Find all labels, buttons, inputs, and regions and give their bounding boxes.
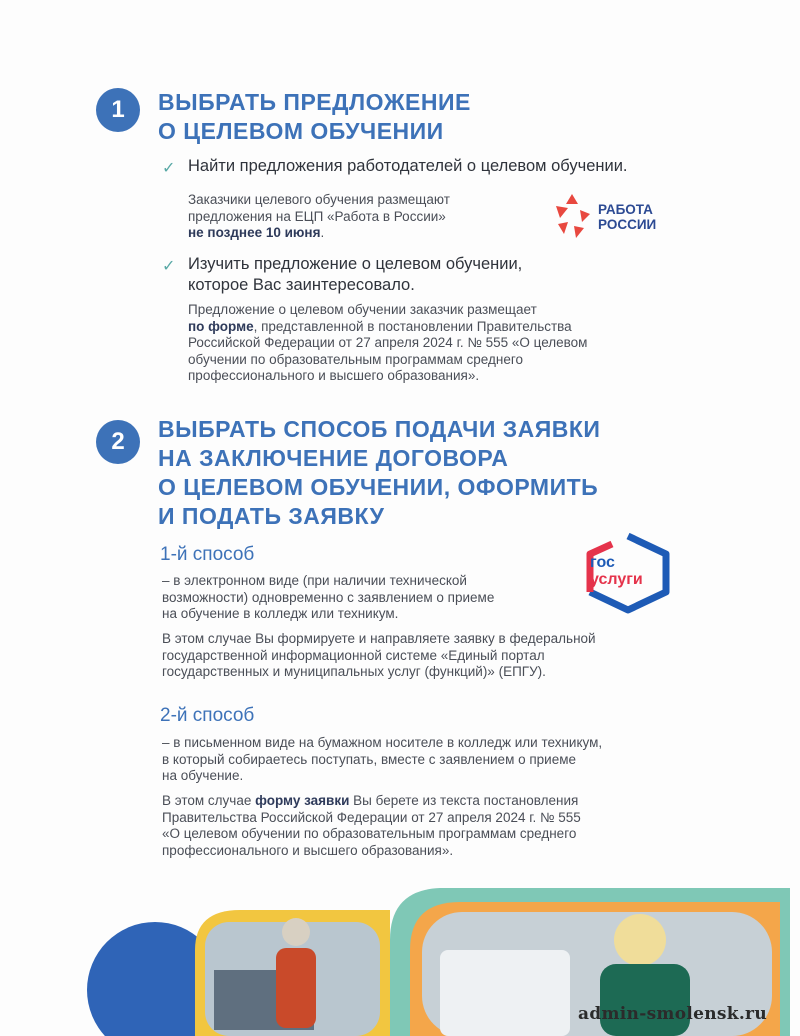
text-line: на обучение. bbox=[162, 768, 244, 783]
text-line: на обучение в колледж или техникум. bbox=[162, 606, 399, 621]
item-title bbox=[188, 156, 628, 177]
gosuslugi-wordmark bbox=[590, 554, 643, 588]
bold-phrase: по форме bbox=[188, 318, 254, 334]
text-fragment: , представленной в постановлении Правительства bbox=[253, 318, 572, 334]
heading-line: ВЫБРАТЬ СПОСОБ ПОДАЧИ ЗАЯВКИ bbox=[158, 416, 601, 442]
logo-line: услуги bbox=[590, 571, 643, 588]
text-line: обучении по образовательным программам среднего bbox=[188, 351, 523, 367]
text-line: – в письменном виде на бумажном носителе в колледж или техникум, bbox=[162, 735, 603, 750]
heading-line: И ПОДАТЬ ЗАЯВКУ bbox=[158, 503, 385, 529]
text-line: Российской Федерации от 27 апреля 2024 г. № 555 «О целевом bbox=[188, 335, 588, 350]
watermark: admin-smolensk.ru bbox=[578, 1004, 767, 1024]
step-1-item-1 bbox=[162, 156, 628, 178]
logo-line: РАБОТА bbox=[598, 202, 653, 217]
text-fragment: Вы берете из текста постановления bbox=[349, 793, 579, 808]
bold-phrase: форму заявки bbox=[255, 793, 350, 808]
step-1-number-badge: 1 bbox=[96, 88, 140, 132]
gosuslugi-logo bbox=[582, 532, 674, 614]
text-line: В этом случае Вы формируете и направляете заявку в федеральной bbox=[162, 631, 596, 646]
item-title-line: Найти предложения работодателей о целевом обучении. bbox=[188, 157, 628, 175]
heading-line: О ЦЕЛЕВОМ ОБУЧЕНИИ bbox=[158, 118, 444, 144]
item-title bbox=[188, 254, 522, 296]
text-line: в который собираетесь поступать, вместе с заявлением о приеме bbox=[162, 751, 577, 767]
photo-person-apron bbox=[276, 948, 316, 1028]
text-line: профессионального и высшего образования». bbox=[162, 842, 454, 858]
text-line: профессионального и высшего образования». bbox=[188, 368, 480, 383]
text-line: государственной информационной системе «Единый портал bbox=[162, 647, 545, 663]
text-line: предложения на ЕЦП «Работа в России» bbox=[188, 208, 446, 224]
text-line bbox=[188, 319, 587, 336]
text-line: Правительства Российской Федерации от 27 апреля 2024 г. № 555 bbox=[162, 809, 581, 825]
photo-person-uniform bbox=[600, 964, 690, 1036]
logo-line: РОССИИ bbox=[598, 217, 657, 232]
rabota-rossii-wordmark bbox=[598, 202, 656, 232]
step-2-heading bbox=[158, 415, 600, 531]
punctuation: . bbox=[320, 225, 325, 240]
text-line bbox=[162, 793, 581, 810]
item-title-line: которое Вас заинтересовало. bbox=[188, 276, 415, 294]
text-line: – в электронном виде (при наличии технической bbox=[162, 573, 467, 588]
step-1-item-2 bbox=[162, 254, 522, 296]
method-2-note bbox=[162, 793, 581, 859]
method-1-title: 1-й способ bbox=[160, 544, 255, 565]
text-line: Заказчики целевого обучения размещают bbox=[188, 192, 450, 207]
step-1-item-1-text bbox=[188, 192, 450, 242]
item-title-line: Изучить предложение о целевом обучении, bbox=[188, 255, 523, 273]
step-1-item-2-text bbox=[188, 302, 587, 385]
method-1-text bbox=[162, 573, 494, 623]
heading-line: О ЦЕЛЕВОМ ОБУЧЕНИИ, ОФОРМИТЬ bbox=[158, 474, 599, 500]
heading-line: ВЫБРАТЬ ПРЕДЛОЖЕНИЕ bbox=[158, 89, 471, 115]
checkmark-icon: ✓ bbox=[162, 258, 176, 275]
method-2-text bbox=[162, 735, 602, 785]
step-1-heading bbox=[158, 88, 471, 146]
photo-person-head bbox=[282, 918, 310, 946]
photo-person-head bbox=[614, 914, 666, 966]
rabota-rossii-logo bbox=[550, 190, 680, 244]
rabota-rossii-star-icon bbox=[550, 192, 594, 242]
text-line bbox=[188, 225, 450, 242]
method-2-title: 2-й способ bbox=[160, 705, 255, 726]
step-2-number-badge: 2 bbox=[96, 420, 140, 464]
text-line: возможности) одновременно с заявлением о приеме bbox=[162, 589, 495, 605]
heading-line: НА ЗАКЛЮЧЕНИЕ ДОГОВОРА bbox=[158, 445, 509, 471]
text-fragment: В этом случае bbox=[162, 793, 256, 808]
text-line: Предложение о целевом обучении заказчик размещает bbox=[188, 302, 537, 317]
text-line: «О целевом обучении по образовательным программам среднего bbox=[162, 826, 577, 841]
method-1-note bbox=[162, 631, 596, 681]
deadline-text: не позднее 10 июня bbox=[188, 225, 321, 240]
text-line: государственных и муниципальных услуг (функций)» (ЕПГУ). bbox=[162, 664, 546, 679]
logo-line: гос bbox=[590, 554, 615, 571]
checkmark-icon: ✓ bbox=[162, 160, 176, 177]
photo-microscope-shape bbox=[440, 950, 570, 1036]
